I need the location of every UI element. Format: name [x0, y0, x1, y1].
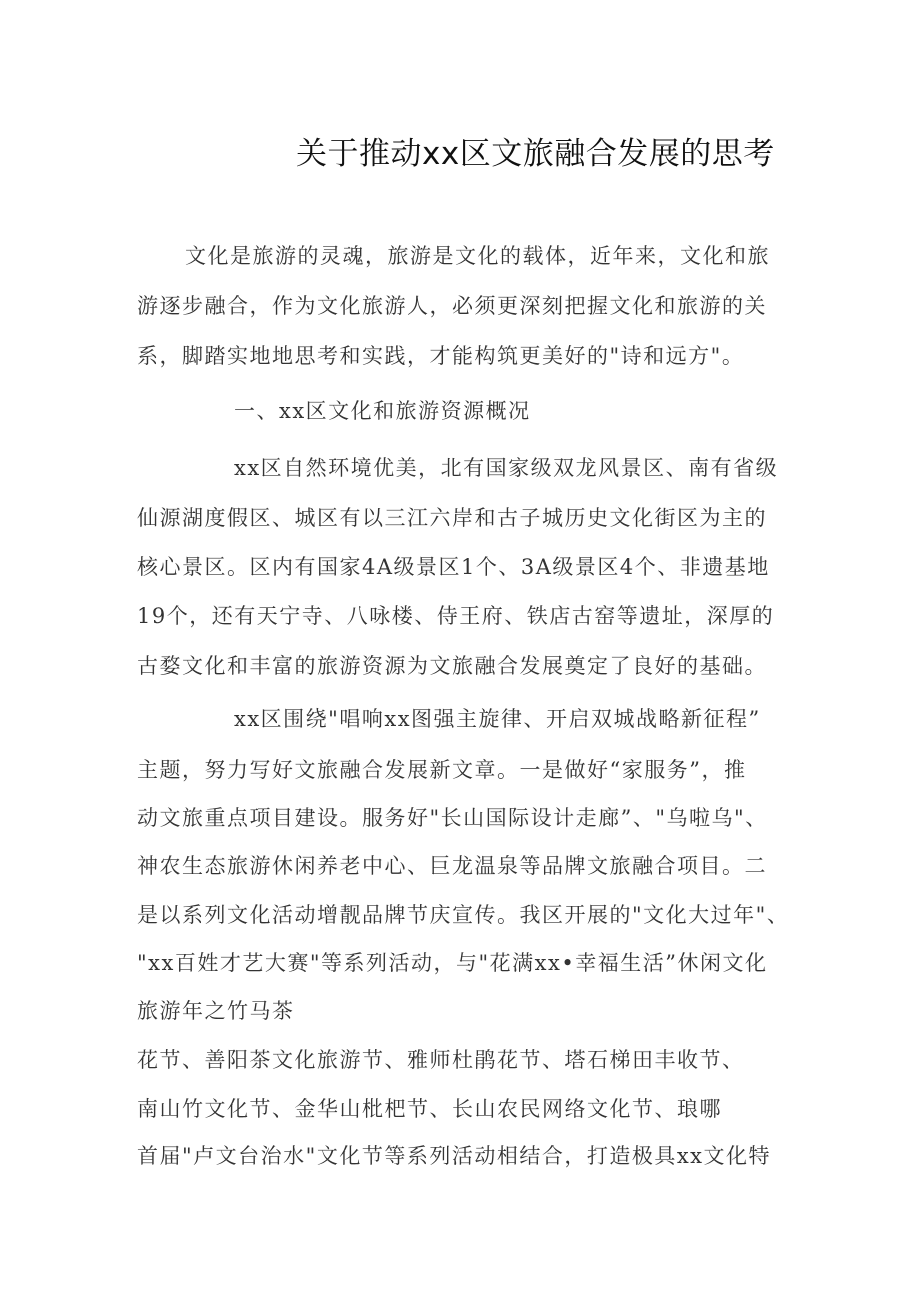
paragraph-line: 花节、善阳茶文化旅游节、雅师杜鹃花节、塔石梯田丰收节、 — [137, 1048, 745, 1072]
paragraph-line: xx区围绕"唱响xx图强主旋律、开启双城战略新征程” — [234, 707, 761, 731]
paragraph-line: 仙源湖度假区、城区有以三江六岸和古子城历史文化街区为主的 — [137, 506, 767, 530]
paragraph-line: 文化是旅游的灵魂，旅游是文化的载体，近年来，文化和旅 — [185, 244, 770, 268]
paragraph-line: 神农生态旅游休闲养老中心、巨龙温泉等品牌文旅融合项目。二 — [137, 854, 767, 878]
paragraph-line: 19个，还有天宁寺、八咏楼、侍王府、铁店古窑等遗址，深厚的 — [137, 604, 775, 628]
paragraph-line: xx区自然环境优美，北有国家级双龙风景区、南有省级 — [234, 456, 779, 480]
paragraph-line: 首届"卢文台治水"文化节等系列活动相结合，打造极具xx文化特 — [137, 1144, 772, 1168]
paragraph-line: 主题，努力写好文旅融合发展新文章。一是做好“家服务”，推 — [137, 758, 747, 782]
paragraph-line: 系，脚踏实地地思考和实践，才能构筑更美好的"诗和远方"。 — [137, 344, 745, 368]
paragraph-line: 动文旅重点项目建设。服务好"长山国际设计走廊”、"乌啦乌"、 — [137, 806, 768, 830]
paragraph-line: 游逐步融合，作为文化旅游人，必须更深刻把握文化和旅游的关 — [137, 294, 767, 318]
paragraph-line: 古婺文化和丰富的旅游资源为文旅融合发展奠定了良好的基础。 — [137, 654, 767, 678]
paragraph-line: 南山竹文化节、金华山枇杷节、长山农民网络文化节、琅哪 — [137, 1097, 722, 1121]
paragraph-line: 旅游年之竹马茶 — [137, 999, 295, 1023]
paragraph-line: "xx百姓才艺大赛"等系列活动，与"花满xx•幸福生活”休闲文化 — [137, 951, 768, 975]
paragraph-line: 核心景区。区内有国家4A级景区1个、3A级景区4个、非遗基地 — [137, 555, 770, 579]
paragraph-line: 是以系列文化活动增靓品牌节庆宣传。我区开展的"文化大过年"、 — [137, 903, 790, 927]
document-title: 关于推动xx区文旅融合发展的思考 — [296, 136, 775, 172]
section-heading: 一、xx区文化和旅游资源概况 — [234, 399, 531, 423]
